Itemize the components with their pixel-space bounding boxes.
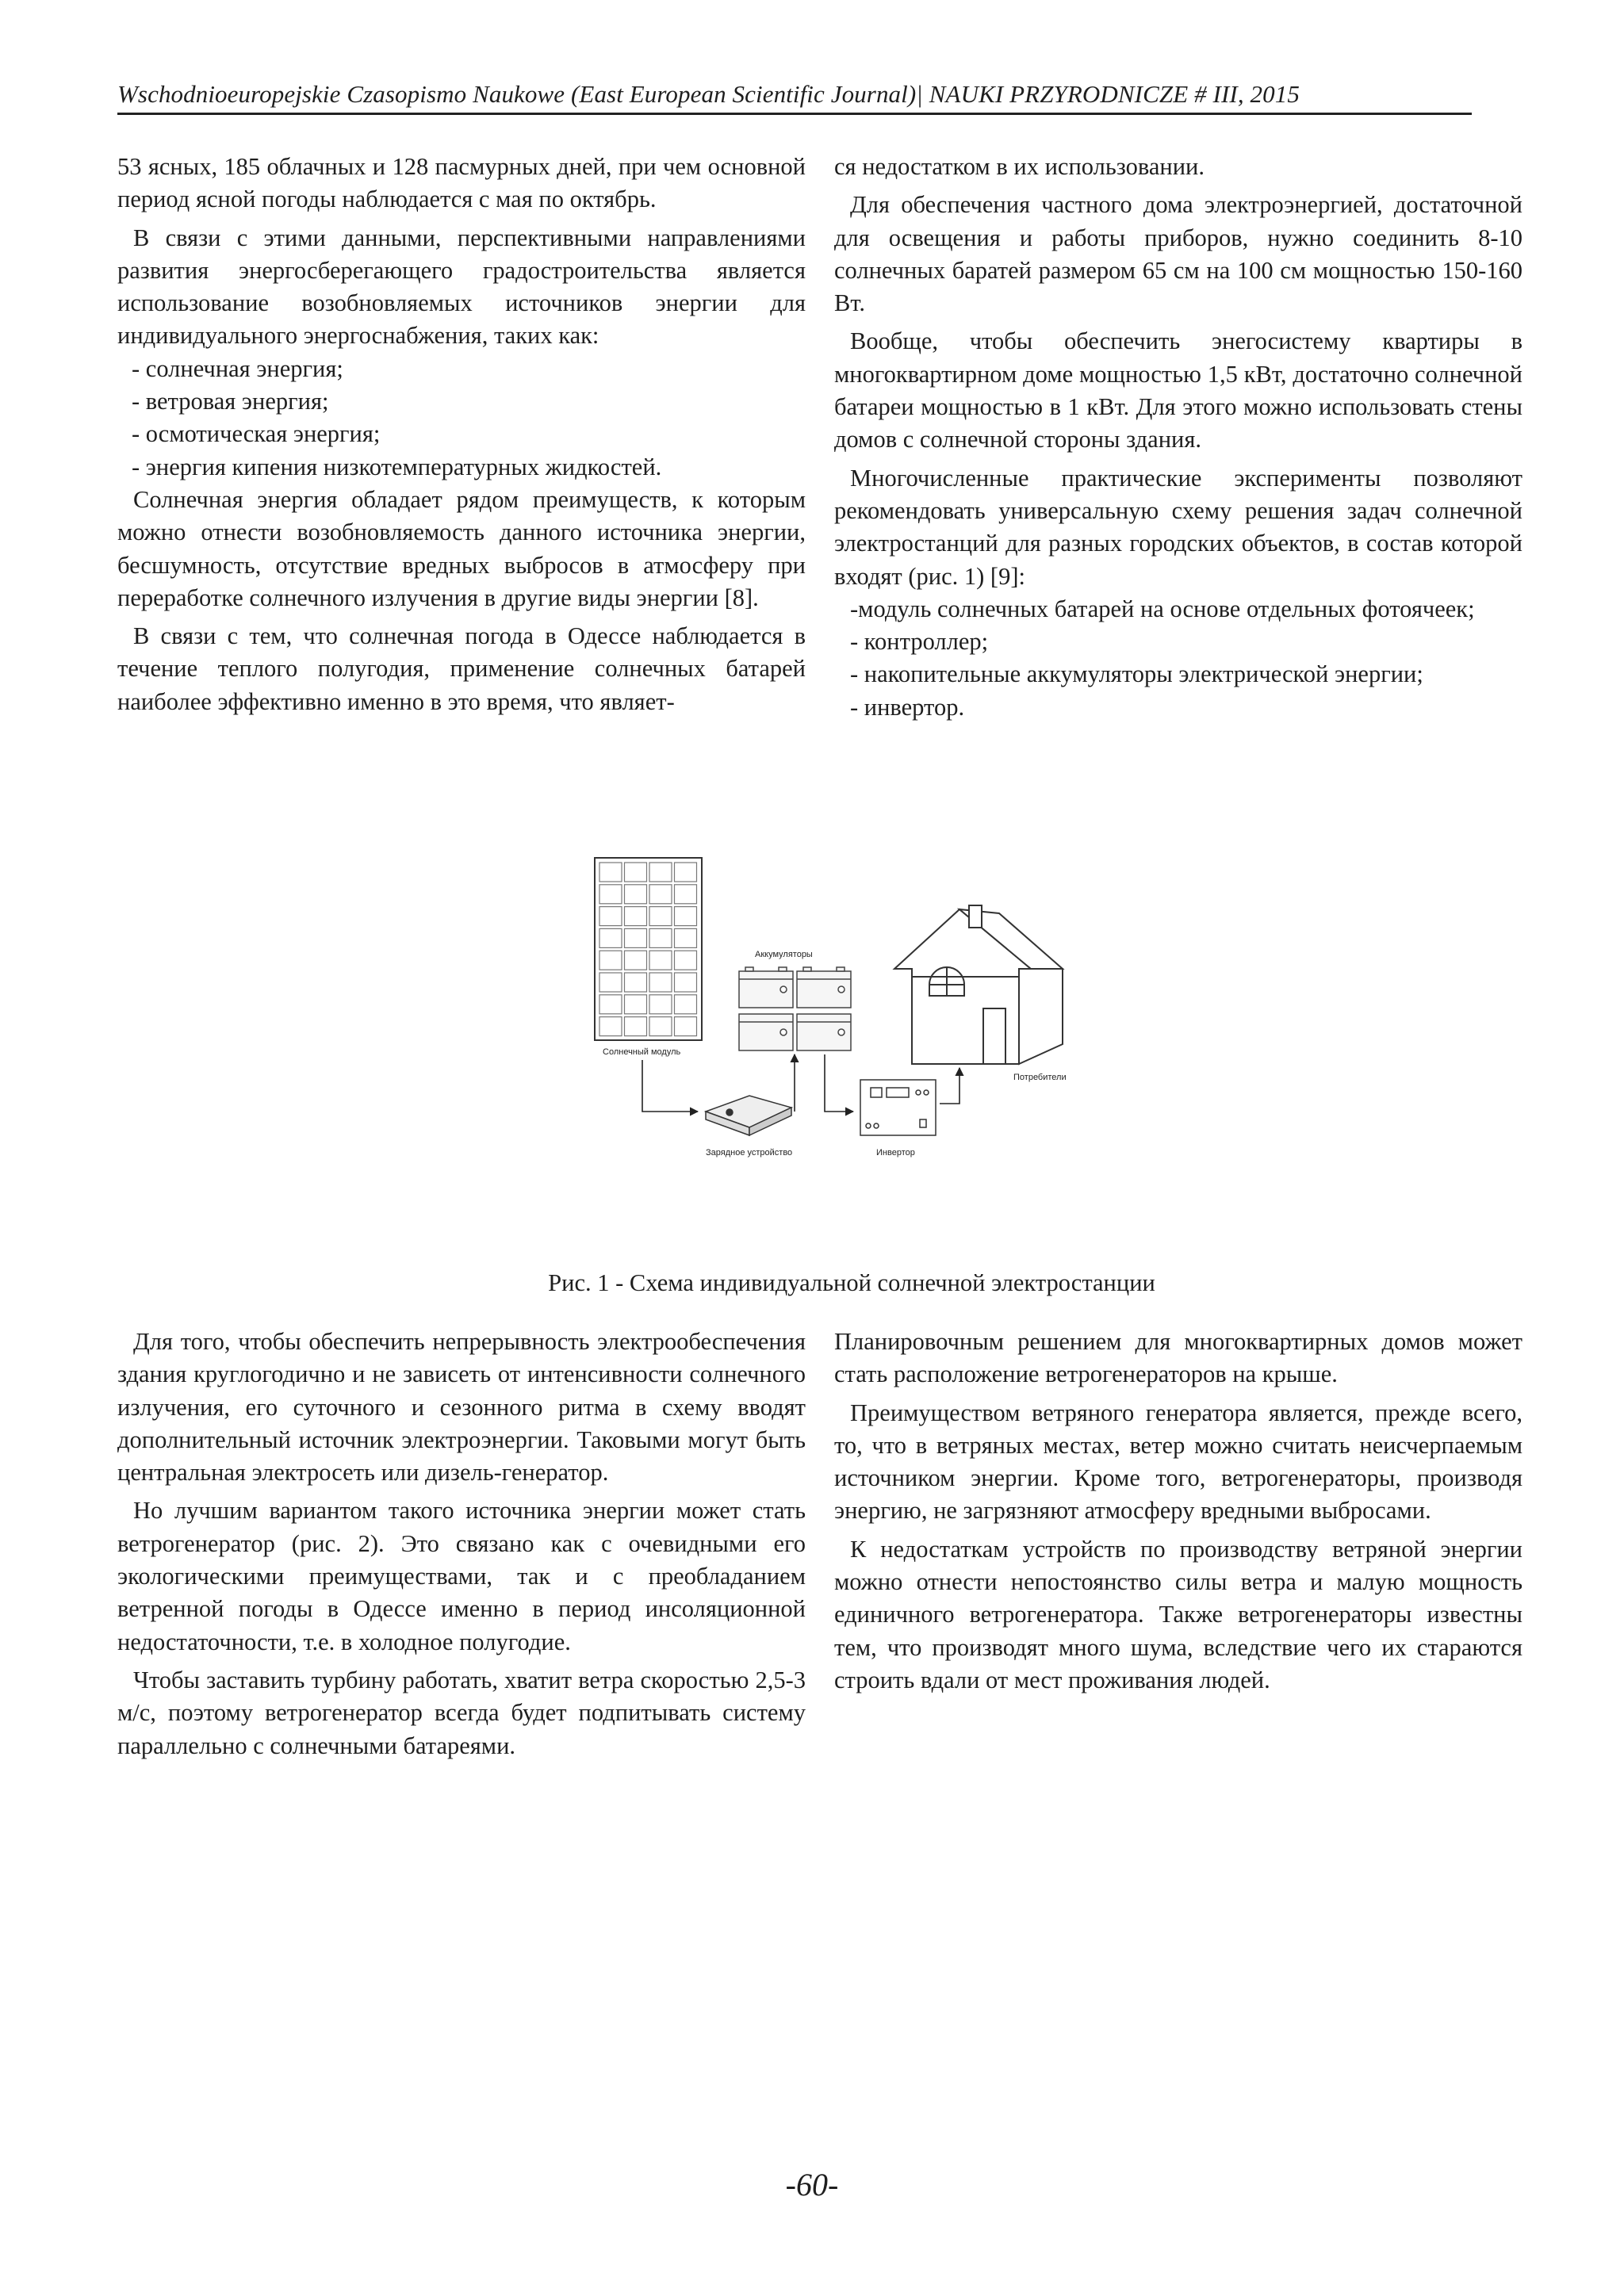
journal-title: Wschodnioeuropejskie Czasopismo Naukowe (East European Scientific Journal) (117, 80, 917, 108)
running-header: Wschodnioeuropejskie Czasopismo Naukowe (East European Scientific Journal)| NAUKI PRZYRODNICZE # III, 2015 (117, 76, 1472, 115)
paragraph: Многочисленные практические эксперименты позволяют рекомендовать универсальную схему решения задач солнечной электростанций для разных городских объектов, в состав которой входят (рис. 1) [9]: (834, 464, 1522, 590)
paragraph: Чтобы заставить турбину работать, хватит ветра скоростью 2,5-3 м/с, поэтому ветрогенератор всегда будет подпитывать систему параллельно с солнечными батареями. (117, 1666, 806, 1759)
battery-bank-icon (739, 967, 851, 1050)
paragraph: Для обеспечения частного дома электроэнергией, достаточной для освещения и работы приборов, нужно соединить 8-10 солнечных баратей размером 65 см на 100 см мощностью 150-160 Вт. (834, 191, 1522, 317)
paragraph: К недостаткам устройств по производству ветряной энергии можно отнести непостоянство силы ветра и малую мощность единичного ветрогенератора. Также ветрогенераторы известны тем, что производят много шума, вследствие чего их стараются строить вдали от мест проживания людей. (834, 1535, 1522, 1693)
paragraph: Преимуществом ветряного генератора является, прежде всего, то, что в ветряных местах, ветер можно считать неисчерпаемым источником энергии. Кроме того, ветрогенераторы, производя энергию, не загрязняют атмосферу вредными выбросами. (834, 1399, 1522, 1525)
paragraph: Но лучшим вариантом такого источника энергии может стать ветрогенератор (рис. 2). Это связано как с очевидными его экологическими преимуществами, так и с преобладанием ветренной погоды в Одессе именно в период инсоляционной недостаточности, т.е. в холодное полугодие. (117, 1497, 806, 1655)
column-right-bottom (834, 1326, 1522, 1697)
inverter-icon (860, 1080, 936, 1135)
list-item: - осмотическая энергия; (132, 420, 381, 448)
label-charger: Зарядное устройство (706, 1148, 793, 1158)
paragraph: В связи с тем, что солнечная погода в Одессе наблюдается в течение теплого полугодия, применение солнечных батарей наиболее эффективно именно в это время, что являет- (117, 622, 806, 715)
label-consumers: Потребители (1013, 1073, 1067, 1082)
paragraph: 53 ясных, 185 облачных и 128 пасмурных дней, при чем основной период ясной погоды наблюдается с мая по октябрь. (117, 153, 806, 213)
column-left-bottom (117, 1326, 806, 1762)
paragraph: В связи с этими данными, перспективными направлениями развития энергосберегающего градостроительства является использование возобновляемых источников энергии для индивидуального энергоснабжения, таких как: (117, 224, 806, 350)
page-number: -60- (785, 2167, 839, 2202)
list-item: - ветровая энергия; (132, 388, 329, 415)
column-left-top (117, 151, 806, 718)
list-item: - энергия кипения низкотемпературных жидкостей. (132, 453, 662, 480)
paragraph: ся недостатком в их использовании. (834, 153, 1205, 180)
column-right-top (834, 151, 1522, 724)
list-item: - контроллер; (850, 628, 989, 656)
house-icon (894, 905, 1063, 1064)
journal-section: NAUKI PRZYRODNICZE # III, 2015 (929, 80, 1300, 108)
list-item: - инвертор. (850, 693, 965, 721)
paragraph: Солнечная энергия обладает рядом преимуществ, к которым можно отнести возобновляемость данного источника энергии, бесшумность, отсутствие вредных выбросов в атмосферу при переработке солнечного излучения в другие виды энергии [8]. (117, 485, 806, 611)
paragraph: Планировочным решением для многоквартирных домов может стать расположение ветрогенераторов на крыше. (834, 1328, 1522, 1388)
label-solar-module: Солнечный модуль (603, 1047, 681, 1057)
list-item: -модуль солнечных батарей на основе отдельных фотоячеек; (850, 595, 1475, 622)
label-inverter: Инвертор (876, 1148, 915, 1158)
solar-plant-diagram (587, 850, 1126, 1167)
charge-controller-icon (706, 1096, 791, 1135)
label-batteries: Аккумуляторы (755, 950, 813, 959)
list-item: - солнечная энергия; (132, 354, 343, 382)
solar-panel-icon (595, 858, 702, 1040)
figure-caption: Рис. 1 - Схема индивидуальной солнечной электростанции (548, 1269, 1155, 1296)
list-item: - накопительные аккумуляторы электрической энергии; (850, 660, 1423, 688)
paragraph: Вообще, чтобы обеспечить энегосистему квартиры в многоквартирном доме мощностью 1,5 кВт, достаточно солнечной батареи мощностью в 1 кВт. Для этого можно использовать стены домов с солнечной стороны здания. (834, 327, 1522, 453)
paragraph: Для того, чтобы обеспечить непрерывность электрообеспечения здания круглогодично и не зависеть от интенсивности солнечного излучения, его суточного и сезонного ритма в схему вводят дополнительный источник электроэнергии. Таковыми могут быть центральная электросеть или дизель-генератор. (117, 1328, 806, 1487)
